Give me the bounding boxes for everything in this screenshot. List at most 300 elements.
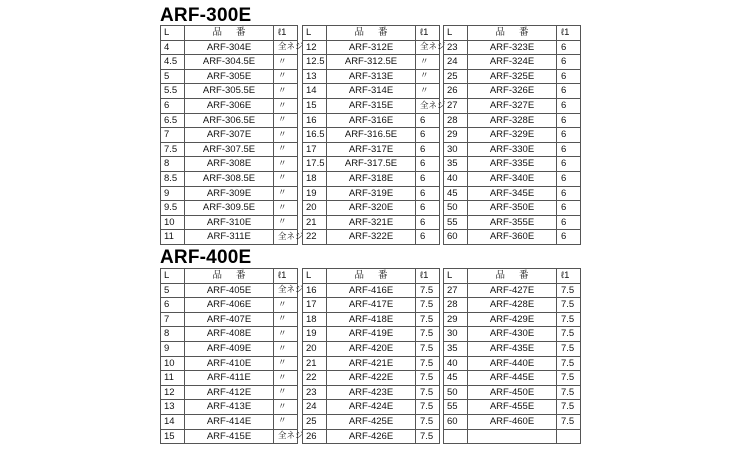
table-row	[303, 429, 440, 444]
length-cell: 20	[303, 201, 327, 216]
thread-length-cell: 6	[557, 98, 581, 113]
part-number-cell: ARF-422E	[327, 371, 416, 386]
header-l: L	[444, 269, 468, 284]
part-number-cell: ARF-310E	[185, 215, 274, 230]
part-number-cell: ARF-440E	[468, 356, 557, 371]
part-number-cell: ARF-316E	[327, 113, 416, 128]
length-cell: 50	[444, 385, 468, 400]
part-number-cell: ARF-455E	[468, 400, 557, 415]
length-cell: 27	[444, 283, 468, 298]
table-row	[161, 113, 298, 128]
table-row	[303, 98, 440, 113]
part-number-cell: ARF-319E	[327, 186, 416, 201]
length-cell: 4.5	[161, 55, 185, 70]
length-cell: 5	[161, 283, 185, 298]
length-cell: 12	[303, 40, 327, 55]
thread-length-cell: 6	[557, 230, 581, 245]
thread-length-cell: 7.5	[416, 400, 440, 415]
table-row	[161, 230, 298, 245]
part-number-cell: ARF-424E	[327, 400, 416, 415]
part-number-cell: ARF-415E	[185, 429, 274, 444]
part-number-cell: ARF-425E	[327, 414, 416, 429]
table-row	[444, 298, 581, 313]
length-cell: 16	[303, 113, 327, 128]
thread-length-cell: 〃	[274, 385, 298, 400]
thread-length-cell: 〃	[274, 298, 298, 313]
part-number-cell: ARF-323E	[468, 40, 557, 55]
part-number-cell: ARF-355E	[468, 215, 557, 230]
thread-length-cell: 6	[557, 40, 581, 55]
length-cell: 4	[161, 40, 185, 55]
part-number-cell: ARF-309.5E	[185, 201, 274, 216]
length-cell: 40	[444, 356, 468, 371]
table-row	[444, 84, 581, 99]
table-row	[161, 40, 298, 55]
length-cell: 17	[303, 298, 327, 313]
table-row	[303, 40, 440, 55]
thread-length-cell: 6	[557, 201, 581, 216]
length-cell: 23	[444, 40, 468, 55]
part-number-cell	[468, 429, 557, 444]
part-number-cell: ARF-321E	[327, 215, 416, 230]
length-cell: 15	[161, 429, 185, 444]
part-number-cell: ARF-414E	[185, 414, 274, 429]
table-row	[444, 371, 581, 386]
length-cell: 8.5	[161, 171, 185, 186]
table-header-row	[444, 26, 581, 41]
length-cell: 55	[444, 215, 468, 230]
table-row	[161, 98, 298, 113]
thread-length-cell: 7.5	[416, 327, 440, 342]
header-l1: ℓ1	[557, 269, 581, 284]
part-number-cell: ARF-326E	[468, 84, 557, 99]
part-number-cell: ARF-316.5E	[327, 128, 416, 143]
table-row	[303, 356, 440, 371]
thread-length-cell: 7.5	[416, 298, 440, 313]
spec-table-400e-col-3	[443, 268, 581, 444]
table-row	[444, 356, 581, 371]
part-number-cell: ARF-423E	[327, 385, 416, 400]
table-row	[161, 341, 298, 356]
part-number-cell: ARF-409E	[185, 341, 274, 356]
thread-length-cell: 〃	[274, 312, 298, 327]
table-row	[161, 84, 298, 99]
length-cell: 11	[161, 230, 185, 245]
thread-length-cell: 〃	[274, 142, 298, 157]
length-cell: 22	[303, 371, 327, 386]
table-row	[161, 171, 298, 186]
table-row	[303, 230, 440, 245]
thread-length-cell: 6	[416, 230, 440, 245]
thread-length-cell: 7.5	[557, 283, 581, 298]
table-row	[303, 312, 440, 327]
section-title-arf-400e: ARF-400E	[160, 247, 252, 268]
header-part-number: 品番	[185, 26, 274, 41]
part-number-cell: ARF-304E	[185, 40, 274, 55]
length-cell: 29	[444, 128, 468, 143]
header-l1: ℓ1	[416, 26, 440, 41]
part-number-cell: ARF-435E	[468, 341, 557, 356]
thread-length-cell: 6	[557, 171, 581, 186]
thread-length-cell: 全ネジ	[416, 40, 440, 55]
part-number-cell: ARF-450E	[468, 385, 557, 400]
part-number-cell: ARF-313E	[327, 69, 416, 84]
thread-length-cell: 7.5	[416, 356, 440, 371]
length-cell: 24	[444, 55, 468, 70]
length-cell: 6	[161, 98, 185, 113]
thread-length-cell: 7.5	[416, 429, 440, 444]
length-cell: 21	[303, 356, 327, 371]
thread-length-cell: 6	[557, 157, 581, 172]
length-cell: 5.5	[161, 84, 185, 99]
length-cell: 15	[303, 98, 327, 113]
part-number-cell: ARF-329E	[468, 128, 557, 143]
part-number-cell: ARF-318E	[327, 171, 416, 186]
thread-length-cell: 〃	[274, 84, 298, 99]
table-row	[303, 84, 440, 99]
length-cell: 40	[444, 171, 468, 186]
length-cell: 25	[303, 414, 327, 429]
table-row	[444, 312, 581, 327]
thread-length-cell: 7.5	[416, 312, 440, 327]
table-row	[161, 215, 298, 230]
length-cell: 50	[444, 201, 468, 216]
thread-length-cell: 6	[557, 55, 581, 70]
thread-length-cell: 〃	[416, 69, 440, 84]
length-cell: 21	[303, 215, 327, 230]
part-number-cell: ARF-330E	[468, 142, 557, 157]
header-part-number: 品番	[327, 26, 416, 41]
thread-length-cell: 7.5	[416, 283, 440, 298]
length-cell: 5	[161, 69, 185, 84]
length-cell: 23	[303, 385, 327, 400]
length-cell: 24	[303, 400, 327, 415]
table-row	[444, 429, 581, 444]
spec-table-300e-col-3	[443, 25, 581, 245]
thread-length-cell: 6	[557, 186, 581, 201]
thread-length-cell: 6	[557, 142, 581, 157]
part-number-cell: ARF-421E	[327, 356, 416, 371]
thread-length-cell: 7.5	[557, 371, 581, 386]
table-row	[303, 385, 440, 400]
part-number-cell: ARF-408E	[185, 327, 274, 342]
length-cell: 10	[161, 215, 185, 230]
part-number-cell: ARF-320E	[327, 201, 416, 216]
length-cell: 22	[303, 230, 327, 245]
thread-length-cell: 6	[416, 186, 440, 201]
part-number-cell: ARF-413E	[185, 400, 274, 415]
length-cell: 8	[161, 157, 185, 172]
header-l1: ℓ1	[274, 269, 298, 284]
thread-length-cell: 〃	[274, 201, 298, 216]
table-row	[161, 327, 298, 342]
table-row	[303, 215, 440, 230]
table-row	[161, 312, 298, 327]
part-number-cell: ARF-325E	[468, 69, 557, 84]
thread-length-cell: 7.5	[557, 385, 581, 400]
thread-length-cell: 6	[416, 215, 440, 230]
table-row	[161, 429, 298, 444]
part-number-cell: ARF-427E	[468, 283, 557, 298]
part-number-cell: ARF-417E	[327, 298, 416, 313]
thread-length-cell	[557, 429, 581, 444]
table-row	[444, 327, 581, 342]
length-cell: 14	[161, 414, 185, 429]
table-row	[444, 171, 581, 186]
part-number-cell: ARF-419E	[327, 327, 416, 342]
thread-length-cell: 全ネジ	[274, 40, 298, 55]
section-title-arf-300e: ARF-300E	[160, 5, 252, 26]
length-cell: 7	[161, 312, 185, 327]
thread-length-cell: 〃	[274, 341, 298, 356]
thread-length-cell: 6	[557, 128, 581, 143]
thread-length-cell: 7.5	[557, 356, 581, 371]
header-l: L	[303, 269, 327, 284]
length-cell: 60	[444, 230, 468, 245]
table-header-row	[161, 269, 298, 284]
part-number-cell: ARF-312.5E	[327, 55, 416, 70]
length-cell: 26	[303, 429, 327, 444]
part-number-cell: ARF-305E	[185, 69, 274, 84]
length-cell: 14	[303, 84, 327, 99]
table-row	[303, 371, 440, 386]
part-number-cell: ARF-305.5E	[185, 84, 274, 99]
thread-length-cell: 6	[416, 128, 440, 143]
length-cell: 13	[303, 69, 327, 84]
thread-length-cell: 6	[416, 201, 440, 216]
part-number-cell: ARF-340E	[468, 171, 557, 186]
thread-length-cell: 6	[416, 171, 440, 186]
part-number-cell: ARF-308.5E	[185, 171, 274, 186]
length-cell: 8	[161, 327, 185, 342]
header-l1: ℓ1	[557, 26, 581, 41]
length-cell: 60	[444, 414, 468, 429]
length-cell: 25	[444, 69, 468, 84]
table-row	[161, 385, 298, 400]
length-cell: 19	[303, 186, 327, 201]
length-cell: 10	[161, 356, 185, 371]
part-number-cell: ARF-315E	[327, 98, 416, 113]
table-row	[444, 69, 581, 84]
length-cell: 7.5	[161, 142, 185, 157]
table-row	[444, 157, 581, 172]
header-part-number: 品番	[185, 269, 274, 284]
length-cell: 29	[444, 312, 468, 327]
table-row	[303, 414, 440, 429]
table-row	[303, 400, 440, 415]
table-row	[303, 55, 440, 70]
header-part-number: 品番	[468, 269, 557, 284]
table-row	[303, 298, 440, 313]
table-row	[303, 171, 440, 186]
table-row	[444, 400, 581, 415]
length-cell: 20	[303, 341, 327, 356]
table-header-row	[303, 269, 440, 284]
length-cell: 11	[161, 371, 185, 386]
table-row	[161, 186, 298, 201]
thread-length-cell: 6	[557, 215, 581, 230]
table-row	[303, 128, 440, 143]
length-cell: 45	[444, 371, 468, 386]
part-number-cell: ARF-308E	[185, 157, 274, 172]
table-row	[444, 40, 581, 55]
part-number-cell: ARF-306E	[185, 98, 274, 113]
length-cell: 17	[303, 142, 327, 157]
thread-length-cell: 全ネジ	[274, 283, 298, 298]
part-number-cell: ARF-445E	[468, 371, 557, 386]
thread-length-cell: 〃	[274, 414, 298, 429]
part-number-cell: ARF-335E	[468, 157, 557, 172]
table-row	[303, 327, 440, 342]
thread-length-cell: 〃	[274, 113, 298, 128]
part-number-cell: ARF-360E	[468, 230, 557, 245]
length-cell: 7	[161, 128, 185, 143]
table-row	[161, 201, 298, 216]
table-row	[444, 113, 581, 128]
thread-length-cell: 6	[557, 84, 581, 99]
part-number-cell: ARF-307.5E	[185, 142, 274, 157]
thread-length-cell: 7.5	[557, 341, 581, 356]
thread-length-cell: 全ネジ	[274, 230, 298, 245]
length-cell: 19	[303, 327, 327, 342]
table-row	[161, 69, 298, 84]
thread-length-cell: 〃	[274, 327, 298, 342]
table-row	[303, 186, 440, 201]
part-number-cell: ARF-311E	[185, 230, 274, 245]
length-cell: 18	[303, 171, 327, 186]
table-row	[161, 400, 298, 415]
thread-length-cell: 7.5	[416, 385, 440, 400]
thread-length-cell: 〃	[274, 400, 298, 415]
length-cell: 12	[161, 385, 185, 400]
length-cell: 26	[444, 84, 468, 99]
length-cell: 9	[161, 341, 185, 356]
table-row	[161, 128, 298, 143]
length-cell: 9.5	[161, 201, 185, 216]
table-row	[444, 385, 581, 400]
table-row	[303, 69, 440, 84]
part-number-cell: ARF-317.5E	[327, 157, 416, 172]
table-row	[303, 157, 440, 172]
part-number-cell: ARF-412E	[185, 385, 274, 400]
part-number-cell: ARF-327E	[468, 98, 557, 113]
table-row	[303, 113, 440, 128]
table-row	[161, 371, 298, 386]
part-number-cell: ARF-322E	[327, 230, 416, 245]
table-row	[161, 283, 298, 298]
thread-length-cell: 7.5	[416, 414, 440, 429]
part-number-cell: ARF-429E	[468, 312, 557, 327]
table-row	[161, 142, 298, 157]
thread-length-cell: 〃	[274, 186, 298, 201]
table-header-row	[444, 269, 581, 284]
part-number-cell: ARF-405E	[185, 283, 274, 298]
table-header-row	[303, 26, 440, 41]
spec-table-300e-col-2	[302, 25, 446, 245]
thread-length-cell: 6	[557, 69, 581, 84]
table-row	[161, 414, 298, 429]
table-row	[444, 128, 581, 143]
part-number-cell: ARF-328E	[468, 113, 557, 128]
table-row	[444, 186, 581, 201]
thread-length-cell: 6	[416, 142, 440, 157]
part-number-cell: ARF-309E	[185, 186, 274, 201]
part-number-cell: ARF-350E	[468, 201, 557, 216]
thread-length-cell: 7.5	[557, 312, 581, 327]
part-number-cell: ARF-416E	[327, 283, 416, 298]
thread-length-cell: 7.5	[557, 414, 581, 429]
part-number-cell: ARF-406E	[185, 298, 274, 313]
thread-length-cell: 〃	[274, 356, 298, 371]
thread-length-cell: 〃	[274, 371, 298, 386]
table-row	[444, 283, 581, 298]
table-row	[444, 230, 581, 245]
thread-length-cell: 全ネジ	[274, 429, 298, 444]
thread-length-cell: 7.5	[557, 327, 581, 342]
thread-length-cell: 7.5	[557, 400, 581, 415]
table-row	[444, 98, 581, 113]
table-row	[444, 215, 581, 230]
header-l: L	[161, 269, 185, 284]
table-row	[444, 414, 581, 429]
part-number-cell: ARF-345E	[468, 186, 557, 201]
part-number-cell: ARF-411E	[185, 371, 274, 386]
length-cell: 45	[444, 186, 468, 201]
thread-length-cell: 〃	[274, 215, 298, 230]
length-cell: 55	[444, 400, 468, 415]
length-cell: 30	[444, 142, 468, 157]
thread-length-cell: 〃	[274, 157, 298, 172]
spec-table-400e-col-1	[160, 268, 304, 444]
table-row	[161, 356, 298, 371]
table-row	[303, 341, 440, 356]
length-cell: 35	[444, 341, 468, 356]
part-number-cell: ARF-312E	[327, 40, 416, 55]
header-l: L	[303, 26, 327, 41]
thread-length-cell: 〃	[416, 84, 440, 99]
table-row	[303, 283, 440, 298]
table-row	[444, 55, 581, 70]
length-cell: 35	[444, 157, 468, 172]
part-number-cell: ARF-307E	[185, 128, 274, 143]
length-cell: 28	[444, 298, 468, 313]
header-part-number: 品番	[327, 269, 416, 284]
thread-length-cell: 〃	[274, 69, 298, 84]
part-number-cell: ARF-420E	[327, 341, 416, 356]
length-cell: 12.5	[303, 55, 327, 70]
length-cell: 28	[444, 113, 468, 128]
table-row	[303, 201, 440, 216]
table-row	[444, 142, 581, 157]
part-number-cell: ARF-304.5E	[185, 55, 274, 70]
thread-length-cell: 〃	[274, 98, 298, 113]
length-cell: 27	[444, 98, 468, 113]
thread-length-cell: 〃	[274, 128, 298, 143]
thread-length-cell: 〃	[274, 171, 298, 186]
table-header-row	[161, 26, 298, 41]
table-row	[161, 157, 298, 172]
table-row	[161, 298, 298, 313]
table-row	[444, 201, 581, 216]
thread-length-cell: 7.5	[416, 371, 440, 386]
thread-length-cell: 6	[416, 113, 440, 128]
header-l1: ℓ1	[416, 269, 440, 284]
thread-length-cell: 6	[557, 113, 581, 128]
header-l1: ℓ1	[274, 26, 298, 41]
length-cell: 9	[161, 186, 185, 201]
thread-length-cell: 〃	[416, 55, 440, 70]
part-number-cell: ARF-407E	[185, 312, 274, 327]
